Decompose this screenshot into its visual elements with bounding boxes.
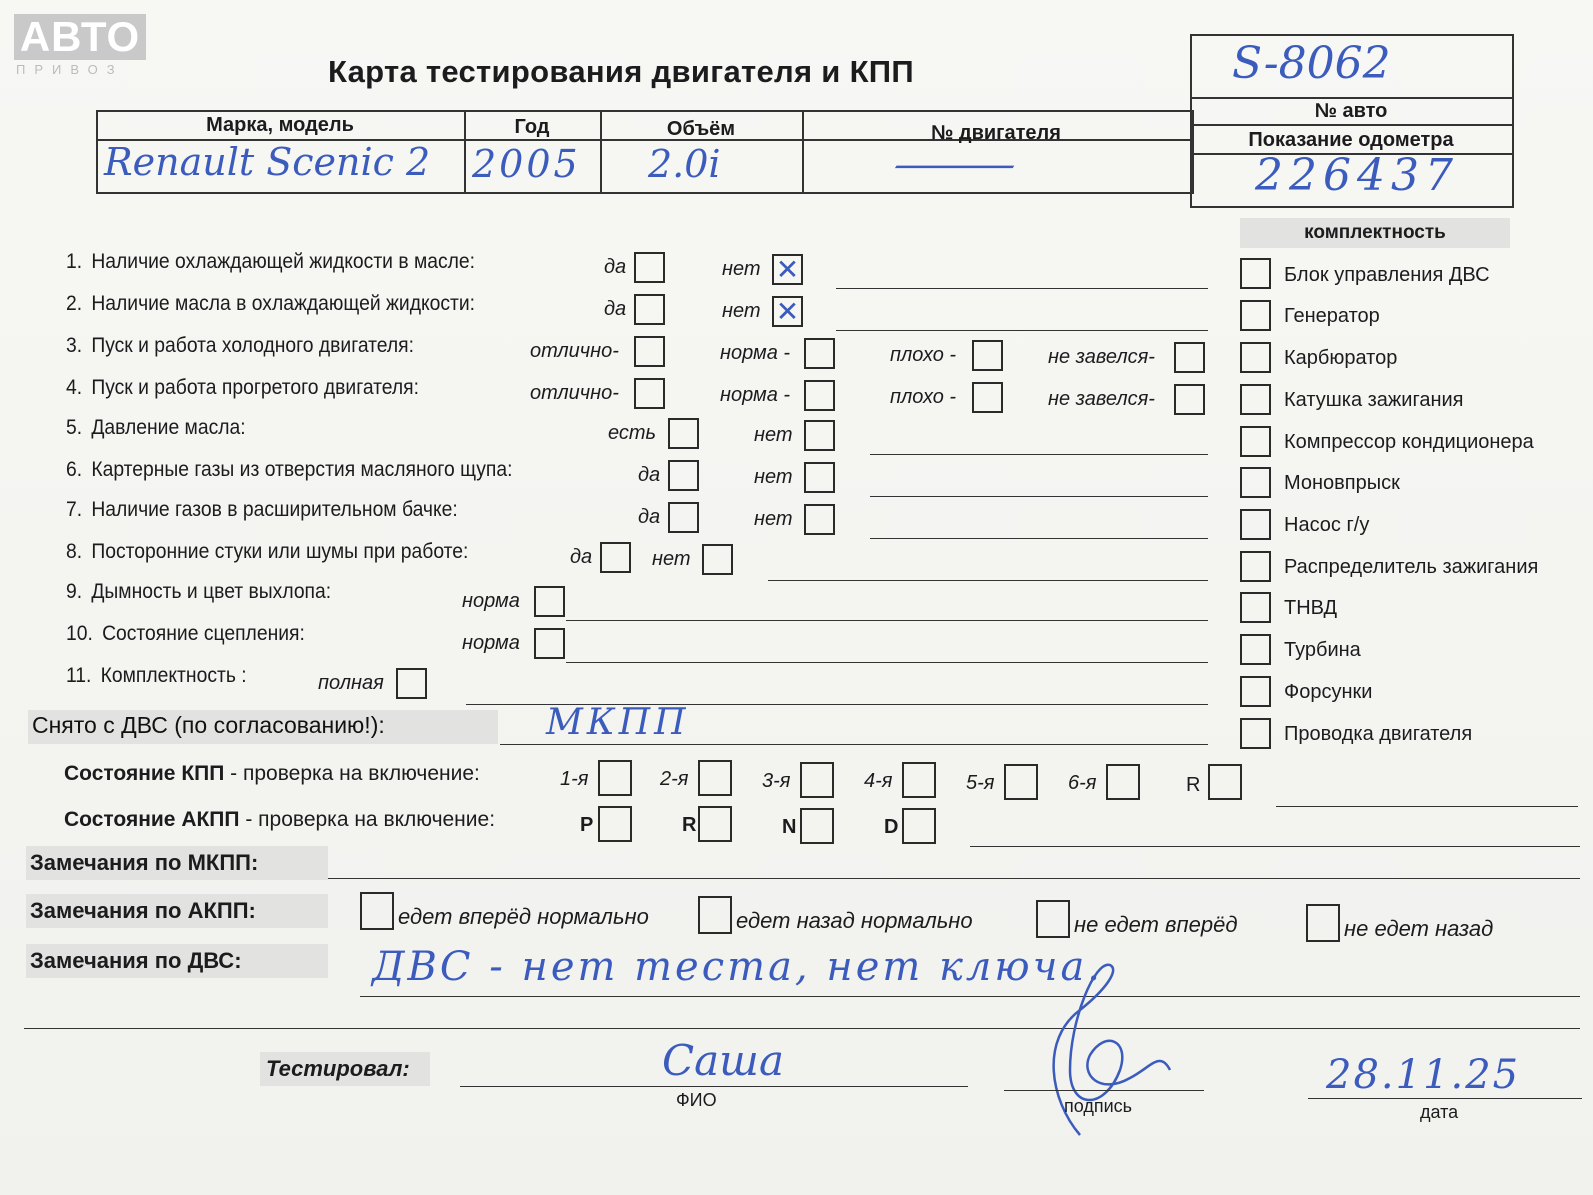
option-label: нет: [722, 300, 761, 322]
gear-label: P: [580, 814, 594, 836]
gear-checkbox[interactable]: [598, 806, 632, 842]
completeness-checkbox[interactable]: [1240, 300, 1271, 331]
volume-label: Объём: [666, 118, 736, 140]
test-item-5: 5. Давление масла:: [66, 416, 246, 439]
remarks-akpp-label: Замечания по АКПП:: [30, 898, 256, 923]
test-item-11: 11. Комплектность :: [66, 664, 247, 687]
signature-caption: подпись: [1064, 1096, 1133, 1116]
completeness-checkbox[interactable]: [1240, 509, 1271, 540]
option-checkbox[interactable]: [600, 542, 631, 573]
option-label: да: [570, 546, 593, 568]
option-label: да: [604, 298, 627, 320]
option-label: есть: [608, 422, 657, 444]
completeness-item-label: Катушка зажигания: [1284, 389, 1464, 411]
option-checkbox[interactable]: [668, 502, 699, 533]
option-checkbox[interactable]: [634, 336, 665, 367]
completeness-checkbox[interactable]: [1240, 718, 1271, 749]
test-item-7: 7. Наличие газов в расширительном бачке:: [66, 498, 458, 521]
option-label: нет: [754, 466, 793, 488]
akpp-remark-label: не едет вперёд: [1074, 912, 1238, 937]
option-label: норма: [462, 590, 520, 612]
option-checkbox[interactable]: [972, 382, 1003, 413]
engine-number-value: —: [890, 142, 1020, 186]
completeness-item-label: Генератор: [1284, 305, 1380, 327]
option-label: норма -: [720, 342, 791, 364]
odometer-value: 226437: [1255, 150, 1459, 201]
completeness-title: комплектность: [1304, 222, 1446, 243]
odometer-label: Показание одометра: [1248, 129, 1454, 151]
completeness-checkbox[interactable]: [1240, 467, 1271, 498]
engine-number-label: № двигателя: [931, 122, 1061, 144]
gear-label: 1-я: [560, 768, 589, 790]
kpp-state-label: Состояние КПП - проверка на включение:: [64, 762, 480, 785]
option-label: нет: [722, 258, 761, 280]
removed-value: МКПП: [546, 702, 690, 743]
option-checkbox-checked[interactable]: ✕: [772, 296, 803, 327]
gear-label: 4-я: [864, 770, 893, 792]
completeness-item-label: Моновпрыск: [1284, 472, 1400, 494]
option-checkbox-checked[interactable]: ✕: [772, 254, 803, 285]
completeness-checkbox[interactable]: [1240, 592, 1271, 623]
option-label: норма: [462, 632, 520, 654]
page-title: Карта тестирования двигателя и КПП: [328, 54, 914, 89]
option-checkbox[interactable]: [972, 340, 1003, 371]
gear-label: R: [682, 814, 697, 836]
completeness-checkbox[interactable]: [1240, 258, 1271, 289]
completeness-item-label: Насос г/у: [1284, 514, 1370, 536]
gear-checkbox[interactable]: [902, 808, 936, 844]
test-item-1: 1. Наличие охлаждающей жидкости в масле:: [66, 250, 476, 273]
option-checkbox[interactable]: [534, 586, 565, 617]
gear-label: D: [884, 816, 899, 838]
gear-checkbox[interactable]: [1106, 764, 1140, 800]
test-item-9: 9. Дымность и цвет выхлопа:: [66, 580, 332, 603]
akpp-remark-checkbox[interactable]: [698, 896, 732, 934]
option-checkbox[interactable]: [634, 294, 665, 325]
option-label: отлично-: [530, 340, 619, 362]
option-label: да: [638, 464, 661, 486]
option-label: полная: [318, 672, 384, 694]
gear-checkbox[interactable]: [800, 762, 834, 798]
remarks-dvs-label: Замечания по ДВС:: [30, 948, 242, 973]
gear-label: 3-я: [762, 770, 791, 792]
completeness-item-label: ТНВД: [1284, 597, 1338, 619]
option-checkbox[interactable]: [804, 462, 835, 493]
option-label: норма -: [720, 384, 791, 406]
completeness-item-label: Компрессор кондиционера: [1284, 431, 1534, 453]
completeness-checkbox[interactable]: [1240, 676, 1271, 707]
gear-checkbox[interactable]: [598, 760, 632, 796]
date-value: 28.11.25: [1326, 1052, 1521, 1098]
completeness-checkbox[interactable]: [1240, 342, 1271, 373]
completeness-checkbox[interactable]: [1240, 384, 1271, 415]
option-checkbox[interactable]: [804, 420, 835, 451]
akpp-remark-checkbox[interactable]: [1036, 900, 1070, 938]
gear-label: 2-я: [660, 768, 689, 790]
tester-name: Саша: [662, 1036, 785, 1085]
logo-main-text: АВТО: [14, 14, 146, 60]
date-caption: дата: [1420, 1102, 1459, 1122]
volume-value: 2.0i: [648, 142, 721, 186]
removed-label: Снято с ДВС (по согласованию!):: [32, 712, 385, 738]
option-label: да: [638, 506, 661, 528]
gear-checkbox[interactable]: [800, 808, 834, 844]
gear-checkbox[interactable]: [698, 806, 732, 842]
option-checkbox[interactable]: [668, 460, 699, 491]
option-label: отлично-: [530, 382, 619, 404]
test-item-4: 4. Пуск и работа прогретого двигателя:: [66, 376, 419, 399]
option-checkbox[interactable]: [668, 418, 699, 449]
gear-checkbox[interactable]: [1004, 764, 1038, 800]
completeness-item-label: Карбюратор: [1284, 347, 1398, 369]
akpp-remark-checkbox[interactable]: [360, 892, 394, 930]
auto-number-label: № авто: [1314, 100, 1388, 122]
completeness-item-label: Форсунки: [1284, 681, 1373, 703]
gear-label: R: [1186, 774, 1201, 796]
option-label: нет: [652, 548, 691, 570]
completeness-item-label: Турбина: [1284, 639, 1361, 661]
make-model-label: Марка, модель: [206, 114, 354, 136]
option-label: да: [604, 256, 627, 278]
test-item-6: 6. Картерные газы из отверстия масляного щупа:: [66, 458, 513, 481]
option-checkbox[interactable]: [634, 378, 665, 409]
test-item-2: 2. Наличие масла в охлаждающей жидкости:: [66, 292, 476, 315]
completeness-item-label: Блок управления ДВС: [1284, 264, 1490, 286]
remarks-dvs-value: ДВС - нет теста, нет ключа.: [372, 944, 1104, 990]
completeness-item-label: Распределитель зажигания: [1284, 556, 1539, 578]
option-checkbox[interactable]: [534, 628, 565, 659]
option-checkbox[interactable]: [804, 338, 835, 369]
option-checkbox[interactable]: [804, 504, 835, 535]
gear-checkbox[interactable]: [698, 760, 732, 796]
year-label: Год: [514, 116, 550, 138]
option-checkbox[interactable]: [396, 668, 427, 699]
option-checkbox[interactable]: [804, 380, 835, 411]
make-model-value: Renault Scenic 2: [104, 140, 431, 184]
option-checkbox[interactable]: [702, 544, 733, 575]
option-checkbox[interactable]: [1174, 384, 1205, 415]
gear-checkbox[interactable]: [1208, 764, 1242, 800]
test-item-3: 3. Пуск и работа холодного двигателя:: [66, 334, 415, 357]
option-label: не завелся-: [1048, 388, 1155, 410]
option-label: плохо -: [890, 386, 957, 408]
gear-label: 5-я: [966, 772, 995, 794]
akpp-remark-label: не едет назад: [1344, 916, 1494, 941]
test-item-8: 8. Посторонние стуки или шумы при работе:: [66, 540, 469, 563]
option-label: не завелся-: [1048, 346, 1155, 368]
akpp-state-label: Состояние АКПП - проверка на включение:: [64, 808, 496, 831]
completeness-checkbox[interactable]: [1240, 634, 1271, 665]
completeness-checkbox[interactable]: [1240, 551, 1271, 582]
test-item-10: 10. Состояние сцепления:: [66, 622, 305, 645]
akpp-remark-label: едет назад нормально: [736, 908, 973, 933]
auto-number-value: S-8062: [1232, 38, 1391, 89]
option-label: плохо -: [890, 344, 957, 366]
completeness-item-label: Проводка двигателя: [1284, 723, 1473, 745]
akpp-remark-label: едет вперёд нормально: [398, 904, 649, 929]
gear-checkbox[interactable]: [902, 762, 936, 798]
akpp-remark-checkbox[interactable]: [1306, 904, 1340, 942]
year-value: 2005: [472, 142, 581, 186]
avto-privoz-logo: [14, 14, 146, 77]
remarks-mkpp-label: Замечания по МКПП:: [30, 850, 259, 875]
option-checkbox[interactable]: [1174, 342, 1205, 373]
option-label: нет: [754, 424, 793, 446]
logo-sub-text: ПРИВОЗ: [16, 62, 124, 77]
gear-label: N: [782, 816, 797, 838]
option-label: нет: [754, 508, 793, 530]
gear-label: 6-я: [1068, 772, 1097, 794]
fio-caption: ФИО: [676, 1090, 717, 1110]
option-checkbox[interactable]: [634, 252, 665, 283]
tested-by-label: Тестировал:: [266, 1056, 410, 1081]
completeness-checkbox[interactable]: [1240, 426, 1271, 457]
